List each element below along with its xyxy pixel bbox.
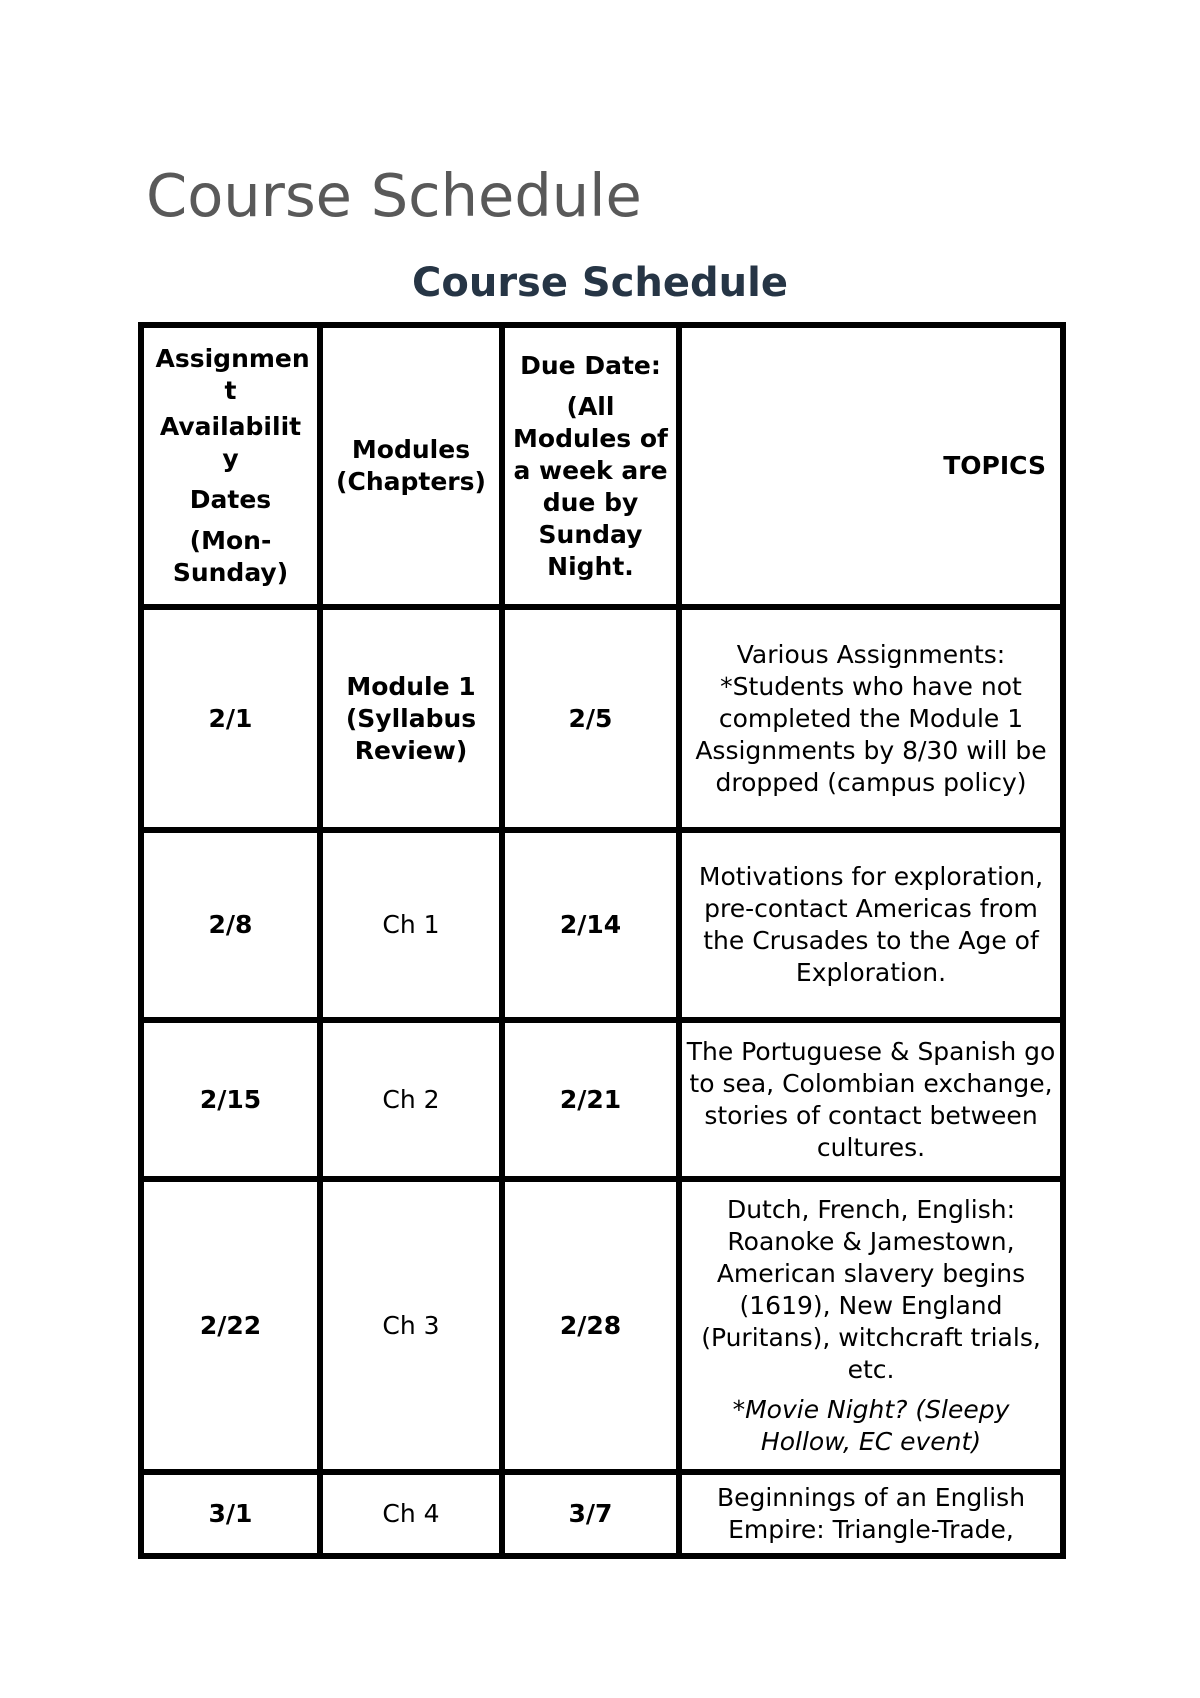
table-row: [141, 1020, 1063, 1179]
table-row: [141, 1472, 1063, 1556]
topics-text: Dutch, French, English: Roanoke & Jamestown, American slavery begins (1619), New England (Puritans), witchcraft trials, etc.: [701, 1194, 1041, 1384]
header-due-date-line-2: (All Modules of a week are due by Sunday Night.: [513, 391, 668, 581]
due-date-cell: 2/14: [502, 830, 679, 1020]
availability-cell: 2/8: [141, 830, 320, 1020]
module-cell: [320, 607, 502, 830]
header-modules: [320, 325, 502, 607]
header-modules-label: Modules (Chapters): [336, 435, 486, 496]
module-cell: Ch 4: [320, 1472, 502, 1556]
header-availability-line-1: Assignmen t: [155, 344, 310, 405]
header-availability-dates: [141, 325, 320, 607]
due-date-cell: 2/28: [502, 1179, 679, 1472]
due-date-cell: 2/5: [502, 607, 679, 830]
header-availability-line-4: (Mon-Sunday): [172, 526, 289, 587]
header-due-date-line-1: Due Date:: [520, 350, 661, 380]
module-cell: Ch 2: [320, 1020, 502, 1179]
header-availability-line-2: Availabilit y: [159, 412, 302, 473]
header-topics: TOPICS: [679, 325, 1063, 607]
table-header-row: [141, 325, 1063, 607]
topics-cell: Various Assignments: *Students who have not completed the Module 1 Assignments by 8/30 will be dropped (campus policy): [679, 607, 1063, 830]
page-title: Course Schedule: [146, 161, 642, 230]
table-row: [141, 607, 1063, 830]
topics-note: *Movie Night? (Sleepy Hollow, EC event): [732, 1394, 1010, 1456]
module-cell: Ch 3: [320, 1179, 502, 1472]
topics-cell: [679, 1179, 1063, 1472]
availability-cell: 2/1: [141, 607, 320, 830]
header-availability-line-3: Dates: [189, 485, 272, 514]
availability-cell: 2/15: [141, 1020, 320, 1179]
module-label: Module 1 (Syllabus Review): [345, 671, 477, 765]
topics-cell: The Portuguese & Spanish go to sea, Colombian exchange, stories of contact between cultures.: [679, 1020, 1063, 1179]
availability-cell: 2/22: [141, 1179, 320, 1472]
table-row: [141, 830, 1063, 1020]
table-row: [141, 1179, 1063, 1472]
header-due-date: [502, 325, 679, 607]
due-date-cell: 2/21: [502, 1020, 679, 1179]
topics-cell: Beginnings of an English Empire: Triangle-Trade,: [679, 1472, 1063, 1556]
due-date-cell: 3/7: [502, 1472, 679, 1556]
table-caption: Course Schedule: [412, 260, 788, 306]
topics-cell: Motivations for exploration, pre-contact Americas from the Crusades to the Age of Exploration.: [679, 830, 1063, 1020]
course-schedule-table: [138, 322, 1066, 1559]
availability-cell: 3/1: [141, 1472, 320, 1556]
module-cell: Ch 1: [320, 830, 502, 1020]
